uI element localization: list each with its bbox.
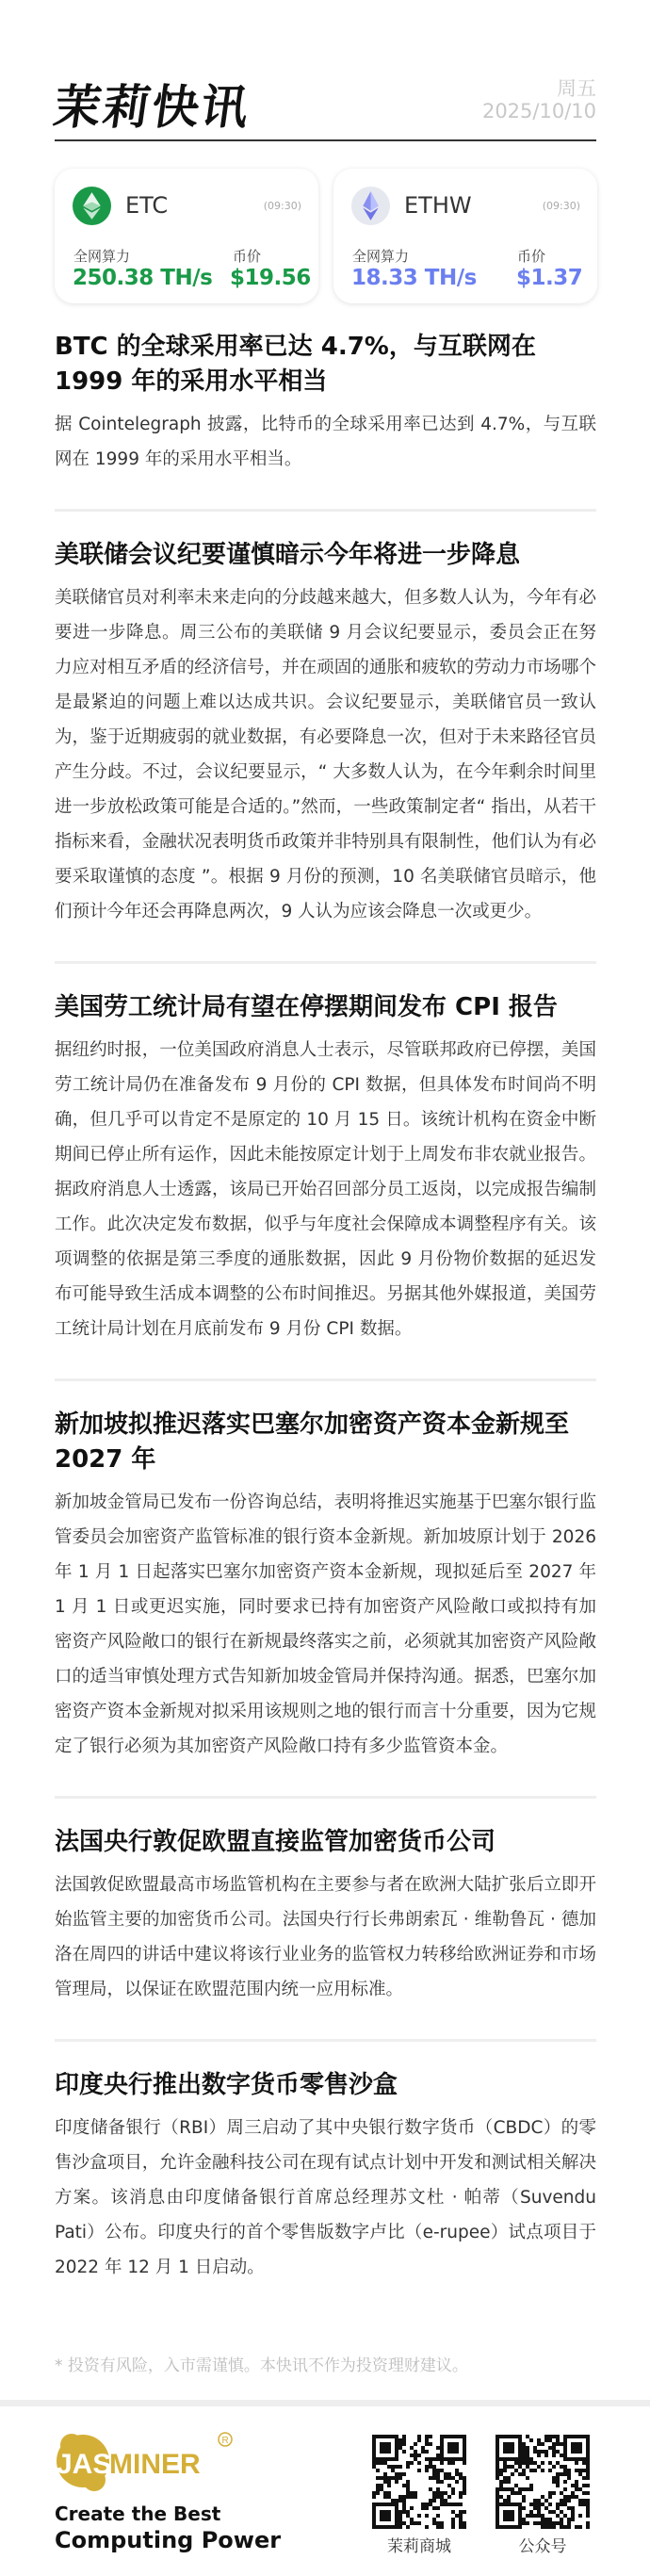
footer — [0, 2406, 650, 2576]
footer-divider — [0, 2400, 650, 2406]
news-title: 美联储会议纪要谨慎暗示今年将进一步降息 — [55, 541, 521, 569]
news-item[interactable] — [55, 303, 596, 512]
coin-name: ETHW — [404, 192, 472, 219]
date: 2025/10/10 — [481, 100, 596, 122]
news-item[interactable] — [55, 964, 596, 1381]
page-title: 茉莉快讯 — [50, 80, 254, 135]
hashrate-label: 全网算力 — [73, 248, 131, 265]
news-title: 美国劳工统计局有望在停摆期间发布 CPI 报告 — [55, 993, 558, 1021]
date-block — [482, 77, 596, 122]
qr-label-official-account: 公众号 — [518, 2537, 567, 2556]
etc-logo-icon — [73, 187, 111, 225]
price-value: $1.37 — [516, 266, 583, 290]
news-item[interactable] — [55, 1381, 596, 1799]
news-item[interactable] — [55, 2042, 596, 2317]
news-title: 法国央行敦促欧盟直接监管加密货币公司 — [55, 1828, 496, 1856]
tagline-line-2: Computing Power — [55, 2527, 282, 2553]
qr-label-mall: 茉莉商城 — [387, 2537, 451, 2556]
coin-name: ETC — [125, 192, 169, 219]
news-body: 据 Cointelegraph 披露，比特币的全球采用率已达到 4.7%，与互联网在 1999 年的采用水平相当。 — [55, 415, 596, 469]
news-title: 印度央行推出数字货币零售沙盒 — [55, 2071, 398, 2099]
hashrate-label: 全网算力 — [352, 248, 410, 265]
coin-cards — [55, 169, 597, 303]
news-body: 印度储备银行（RBI）周三启动了其中央银行数字货币（CBDC）的零售沙盒项目，允许金融科技公司在现有试点计划中开发和测试相关解决方案。该消息由印度储备银行首席总经理苏文杜 · 帕蒂（Suvendu Pati）公布。印度央行的首个零售版数字卢比（e-rupee）试点项目于 2022 年 12 月 1 日启动。 — [55, 2118, 596, 2277]
coin-card-ethw[interactable] — [333, 169, 597, 303]
qr-module — [586, 2525, 590, 2529]
news-body: 新加坡金管局已发布一份咨询总结，表明将推迟实施基于巴塞尔银行监管委员会加密资产监管标准的银行资本金新规。新加坡原计划于 2026 年 1 月 1 日起落实巴塞尔加密资产资本金新规，现拟延后至 2027 年 1 月 1 日或更迟实施，同时要求已持有加密资产风险敞口或拟持有加密资产风险敞口的银行在新规最终落实之前，必须就其加密资产风险敞口的适当审慎处理方式告知新加坡金管局并保持沟通。据悉，巴塞尔加密资产资本金新规对拟采用该规则之地的银行而言十分重要，因为它规定了银行必须为其加密资产风险敞口持有多少监管资本金。 — [55, 1492, 596, 1756]
qr-code-mall[interactable] — [372, 2435, 466, 2529]
page-body — [0, 303, 650, 2576]
qr-module — [463, 2525, 466, 2529]
weekday: 周五 — [557, 77, 596, 100]
news-title: BTC 的全球采用率已达 4.7%，与互联网在 1999 年的采用水平相当 — [55, 333, 536, 396]
price-value: $19.56 — [230, 266, 311, 290]
qr-code-official-account[interactable] — [496, 2435, 590, 2529]
news-item[interactable] — [55, 512, 596, 964]
jasminer-logo — [55, 2428, 243, 2494]
svg-text:MINER: MINER — [109, 2449, 201, 2480]
coin-card-etc[interactable] — [55, 169, 318, 303]
tagline-line-1: Create the Best — [55, 2503, 221, 2525]
page-header — [50, 66, 596, 141]
header-divider — [55, 139, 596, 141]
hashrate-value: 250.38 TH/s — [73, 266, 213, 290]
disclaimer: * 投资有风险，入市需谨慎。本快讯不作为投资理财建议。 — [55, 2356, 468, 2375]
news-body: 美联储官员对利率未来走向的分歧越来越大，但多数人认为，今年有必要进一步降息。周三公布的美联储 9 月会议纪要显示，委员会正在努力应对相互矛盾的经济信号，并在顽固的通胀和疲软的劳动力市场哪个是最紧迫的问题上难以达成共识。会议纪要显示，美联储官员一致认为，鉴于近期疲弱的就业数据，有必要降息一次，但对于未来路径官员产生分歧。不过，会议纪要显示，“ 大多数人认为，在今年剩余时间里进一步放松政策可能是合适的。”然而，一些政策制定者“ 指出，从若干指标来看，金融状况表明货币政策并非特别具有限制性，他们认为有必要采取谨慎的态度 ”。根据 9 月份的预测，10 名美联储官员暗示，他们预计今年还会再降息两次，9 人认为应该会降息一次或更少。 — [55, 588, 596, 921]
news-body: 法国敦促欧盟最高市场监管机构在主要参与者在欧洲大陆扩张后立即开始监管主要的加密货币公司。法国央行行长弗朗索瓦 · 维勒鲁瓦 · 德加洛在周四的讲话中建议将该行业业务的监管权力转移给欧洲证券和市场管理局，以保证在欧盟范围内统一应用标准。 — [55, 1875, 596, 1999]
update-time: (09:30) — [542, 200, 580, 212]
ethw-logo-icon — [351, 187, 390, 225]
price-label: 币价 — [517, 248, 546, 265]
hashrate-value: 18.33 TH/s — [351, 266, 477, 290]
news-list — [55, 303, 596, 2317]
news-body: 据纽约时报，一位美国政府消息人士表示，尽管联邦政府已停摆，美国劳工统计局仍在准备发布 9 月份的 CPI 数据，但具体发布时间尚不明确，但几乎可以肯定不是原定的 10 月 15 日。该统计机构在资金中断期间已停止所有运作，因此未能按原定计划于上周发布非农就业报告。据政府消息人士透露，该局已开始召回部分员工返岗，以完成报告编制工作。此次决定发布数据，似乎与年度社会保障成本调整程序有关。该项调整的依据是第三季度的通胀数据，因此 9 月份物价数据的延迟发布可能导致生活成本调整的公布时间推迟。另据其他外媒报道，美国劳工统计局计划在月底前发布 9 月份 CPI 数据。 — [55, 1040, 596, 1339]
news-title: 新加坡拟推迟落实巴塞尔加密资产资本金新规至 2027 年 — [55, 1410, 570, 1474]
svg-text:JAS: JAS — [57, 2449, 112, 2480]
price-label: 币价 — [233, 248, 262, 265]
news-item[interactable] — [55, 1799, 596, 2042]
update-time: (09:30) — [263, 200, 301, 212]
svg-text:R: R — [221, 2436, 229, 2446]
